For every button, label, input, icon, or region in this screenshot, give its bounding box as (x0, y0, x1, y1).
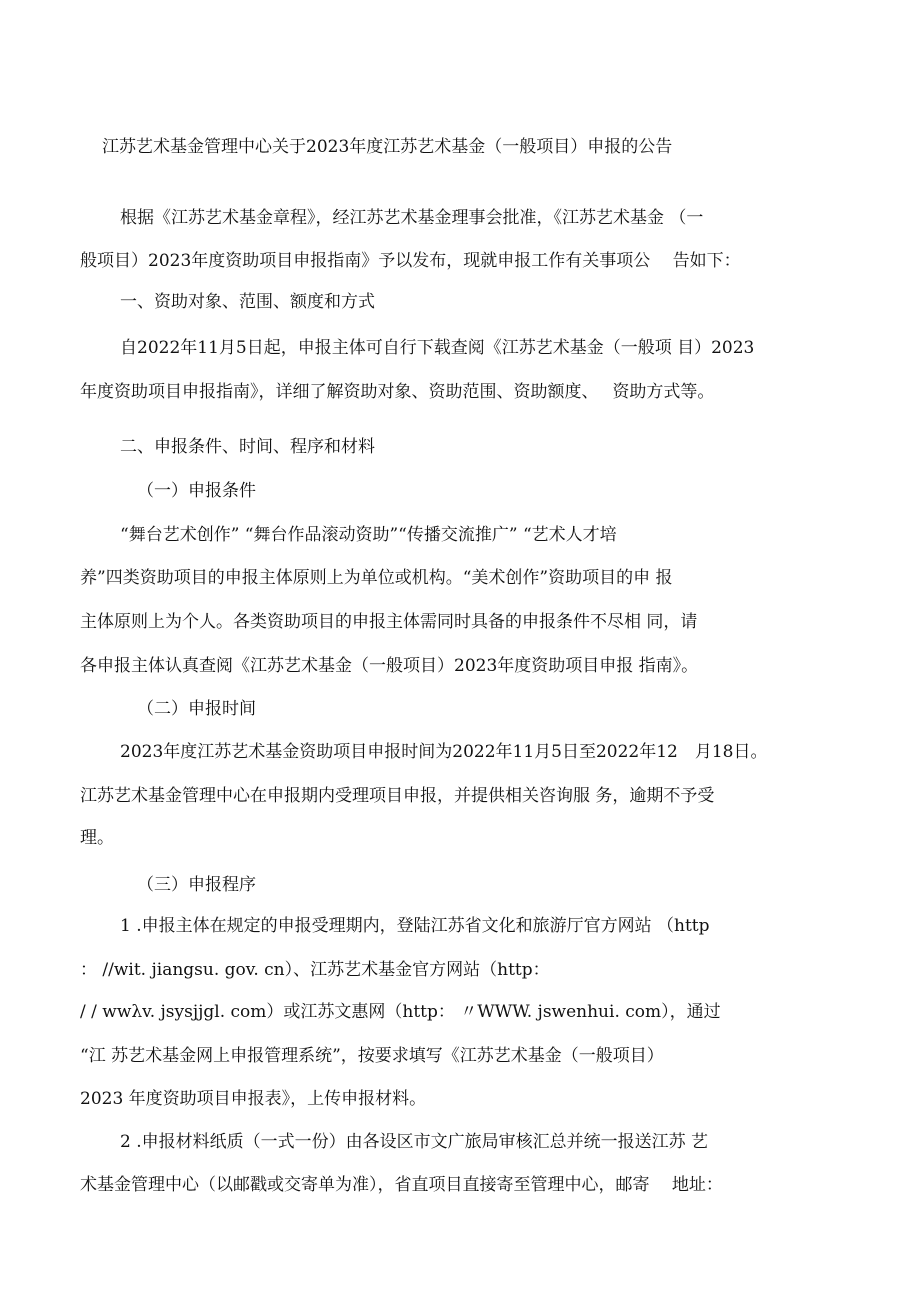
paragraph-line: 主体原则上为个人。各类资助项目的申报主体需同时具备的申报条件不尽相 同，请 (80, 612, 698, 632)
section-heading: 一、资助对象、范围、额度和方式 (120, 292, 375, 312)
paragraph-line: 2023年度江苏艺术基金资助项目申报时间为2022年11月5日至2022年12 月18日。 (120, 742, 768, 762)
paragraph-line: 理。 (80, 828, 114, 848)
paragraph-line: 2023 年度资助项目申报表》，上传申报材料。 (80, 1089, 427, 1109)
section-heading: 二、申报条件、时间、程序和材料 (120, 437, 375, 457)
paragraph-line: 养”四类资助项目的申报主体原则上为单位或机构。“美术创作”资助项目的申 报 (80, 568, 673, 588)
paragraph-line: 根据《江苏艺术基金章程》，经江苏艺术基金理事会批准，《江苏艺术基金 （一 (120, 208, 704, 228)
paragraph-line: 各申报主体认真查阅《江苏艺术基金（一般项目）2023年度资助项目申报 指南》。 (80, 656, 699, 676)
subsection-heading: （一）申报条件 (137, 481, 256, 501)
paragraph-line: 般项目）2023年度资助项目申报指南》予以发布，现就申报工作有关事项公 告如下： (80, 251, 741, 271)
paragraph-line: ： //wit. jiangsu. gov. cn）、江苏艺术基金官方网站（http： (80, 960, 550, 980)
document-title: 江苏艺术基金管理中心关于2023年度江苏艺术基金（一般项目）申报的公告 (102, 137, 673, 157)
paragraph-line: 年度资助项目申报指南》，详细了解资助对象、资助范围、资助额度、 资助方式等。 (80, 382, 715, 402)
paragraph-line: 术基金管理中心（以邮戳或交寄单为准），省直项目直接寄至管理中心，邮寄 地址： (80, 1175, 723, 1195)
paragraph-line: 自2022年11月5日起，申报主体可自行下载查阅《江苏艺术基金（一般项 目）2023 (120, 338, 755, 358)
subsection-heading: （二）申报时间 (137, 699, 256, 719)
subsection-heading: （三）申报程序 (137, 875, 256, 895)
paragraph-line: “江 苏艺术基金网上申报管理系统”，按要求填写《江苏艺术基金（一般项目） (80, 1046, 664, 1066)
paragraph-line: 1 .申报主体在规定的申报受理期内，登陆江苏省文化和旅游厅官方网站 （http (120, 916, 710, 936)
paragraph-line: 2 .申报材料纸质（一式一份）由各设区市文广旅局审核汇总并统一报送江苏 艺 (120, 1132, 709, 1152)
paragraph-line: 江苏艺术基金管理中心在申报期内受理项目申报，并提供相关咨询服 务，逾期不予受 (80, 786, 715, 806)
paragraph-line: “舞台艺术创作” “舞台作品滚动资助”“传播交流推广” “艺术人才培 (120, 525, 617, 545)
paragraph-line: / / wwλv. jsysjjgl. com）或江苏文惠网（http： 〃WWW. jswenhui. com），通过 (80, 1002, 721, 1022)
